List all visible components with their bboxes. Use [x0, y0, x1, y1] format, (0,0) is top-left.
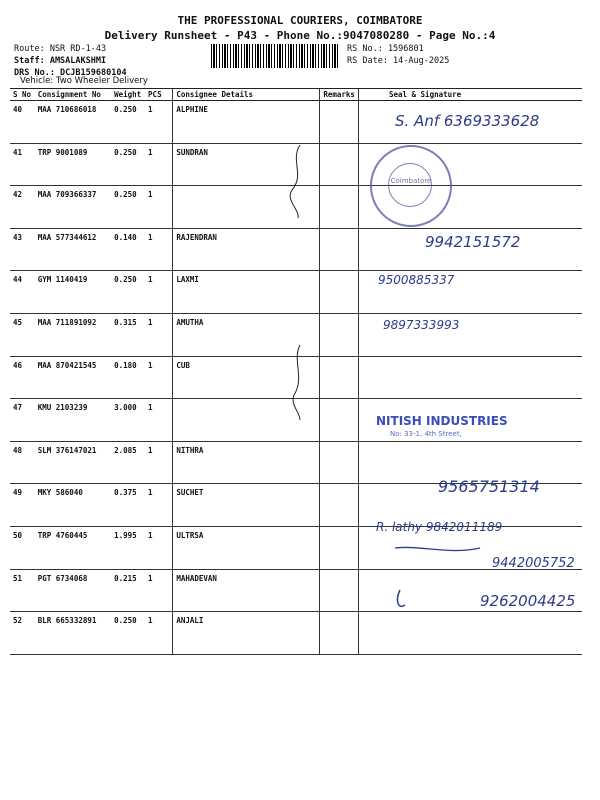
cell-sno: 51 [10, 569, 35, 612]
cell-pcs: 1 [145, 186, 173, 229]
cell-consignment: TRP 4760445 [35, 526, 111, 569]
col-seal: Seal & Signature [358, 89, 582, 101]
cell-consignee: NITHRA [173, 441, 320, 484]
cell-pcs: 1 [145, 399, 173, 442]
route-info: Route: NSR RD-1-43 [14, 44, 107, 54]
cell-pcs: 1 [145, 143, 173, 186]
cell-sno: 47 [10, 399, 35, 442]
cell-weight: 2.085 [111, 441, 145, 484]
cell-weight: 0.140 [111, 228, 145, 271]
cell-weight: 0.180 [111, 356, 145, 399]
cell-sno: 43 [10, 228, 35, 271]
cell-consignment: MAA 710686018 [35, 101, 111, 144]
cell-remarks [320, 143, 359, 186]
signature-43: 9942151572 [425, 233, 521, 251]
cell-pcs: 1 [145, 356, 173, 399]
cell-consignment: GYM 1140419 [35, 271, 111, 314]
seal-stamp: Coimbatore [370, 145, 452, 227]
table-row [10, 313, 582, 356]
company-stamp-address: No: 33-1, 4th Street, [390, 430, 462, 438]
signature-52: 9262004425 [480, 592, 576, 610]
cell-weight: 0.250 [111, 143, 145, 186]
cell-sno: 50 [10, 526, 35, 569]
cell-consignee: RAJENDRAN [173, 228, 320, 271]
cell-sno: 46 [10, 356, 35, 399]
cell-consignee: MAHADEVAN [173, 569, 320, 612]
vehicle-info: Vehicle: Two Wheeler Delivery [20, 76, 148, 86]
cell-sno: 44 [10, 271, 35, 314]
cell-pcs: 1 [145, 441, 173, 484]
cell-remarks [320, 186, 359, 229]
signature-51: 9442005752 [492, 556, 575, 571]
cell-remarks [320, 356, 359, 399]
table-row [10, 612, 582, 655]
cell-consignee: AMUTHA [173, 313, 320, 356]
cell-consignee: CUB [173, 356, 320, 399]
cell-pcs: 1 [145, 228, 173, 271]
cell-consignment: MAA 709366337 [35, 186, 111, 229]
col-sno: S No [10, 89, 35, 101]
cell-remarks [320, 101, 359, 144]
cell-consignee: LAXMI [173, 271, 320, 314]
cell-pcs: 1 [145, 569, 173, 612]
cell-sno: 45 [10, 313, 35, 356]
table-row [10, 271, 582, 314]
cell-consignment: SLM 376147021 [35, 441, 111, 484]
cell-weight: 0.250 [111, 612, 145, 655]
cell-consignee: ULTRSA [173, 526, 320, 569]
cell-consignee: ALPHINE [173, 101, 320, 144]
cell-remarks [320, 526, 359, 569]
cell-consignment: MAA 870421545 [35, 356, 111, 399]
cell-weight: 0.250 [111, 271, 145, 314]
cell-consignee [173, 186, 320, 229]
table-row [10, 186, 582, 229]
cell-weight: 0.315 [111, 313, 145, 356]
table-header [10, 89, 582, 101]
cell-consignee [173, 399, 320, 442]
staff-info: Staff: AMSALAKSHMI [14, 56, 107, 66]
cell-remarks [320, 484, 359, 527]
barcode [211, 44, 339, 68]
cell-consignment: MKY 586040 [35, 484, 111, 527]
table-row [10, 356, 582, 399]
cell-consignee: SUNDRAN [173, 143, 320, 186]
cell-remarks [320, 271, 359, 314]
cell-remarks [320, 228, 359, 271]
cell-consignment: MAA 711891092 [35, 313, 111, 356]
cell-remarks [320, 569, 359, 612]
cell-weight: 0.250 [111, 101, 145, 144]
col-consignee: Consignee Details [173, 89, 320, 101]
cell-pcs: 1 [145, 526, 173, 569]
cell-remarks [320, 313, 359, 356]
rs-date: RS Date: 14-Aug-2025 [347, 56, 450, 66]
cell-seal [358, 612, 582, 655]
cell-pcs: 1 [145, 271, 173, 314]
signature-45: 9897333993 [383, 318, 460, 332]
cell-pcs: 1 [145, 313, 173, 356]
table-row [10, 143, 582, 186]
col-weight: Weight [111, 89, 145, 101]
cell-weight: 0.250 [111, 186, 145, 229]
cell-consignment: BLR 665332891 [35, 612, 111, 655]
cell-remarks [320, 441, 359, 484]
rs-number: RS No.: 1596801 [347, 44, 424, 54]
cell-weight: 0.375 [111, 484, 145, 527]
cell-sno: 40 [10, 101, 35, 144]
page-subtitle: Delivery Runsheet - P43 - Phone No.:9047080280 - Page No.:4 [104, 29, 496, 42]
signature-49: 9565751314 [438, 477, 540, 496]
signature-50: R. lathy 9842011189 [376, 520, 503, 534]
cell-pcs: 1 [145, 612, 173, 655]
cell-sno: 42 [10, 186, 35, 229]
cell-consignee: SUCHET [173, 484, 320, 527]
cell-consignment: TRP 9001089 [35, 143, 111, 186]
cell-pcs: 1 [145, 484, 173, 527]
company-stamp-title: NITISH INDUSTRIES [376, 414, 508, 428]
cell-weight: 3.000 [111, 399, 145, 442]
cell-seal [358, 356, 582, 399]
drs-info: DRS No.: DCJB159680104 [14, 68, 127, 78]
signature-40: S. Anf 6369333628 [395, 112, 540, 130]
cell-consignment: PGT 6734068 [35, 569, 111, 612]
cell-sno: 52 [10, 612, 35, 655]
cell-pcs: 1 [145, 101, 173, 144]
cell-sno: 41 [10, 143, 35, 186]
cell-weight: 0.215 [111, 569, 145, 612]
signature-44: 9500885337 [378, 273, 455, 287]
cell-remarks [320, 399, 359, 442]
cell-weight: 1.995 [111, 526, 145, 569]
cell-consignment: MAA 577344612 [35, 228, 111, 271]
cell-consignee: ANJALI [173, 612, 320, 655]
cell-sno: 48 [10, 441, 35, 484]
col-remarks: Remarks [320, 89, 359, 101]
col-consignment: Consignment No [35, 89, 111, 101]
cell-sno: 49 [10, 484, 35, 527]
page-title: THE PROFESSIONAL COURIERS, COIMBATORE [177, 14, 423, 27]
cell-consignment: KMU 2103239 [35, 399, 111, 442]
cell-remarks [320, 612, 359, 655]
col-pcs: PCS [145, 89, 173, 101]
